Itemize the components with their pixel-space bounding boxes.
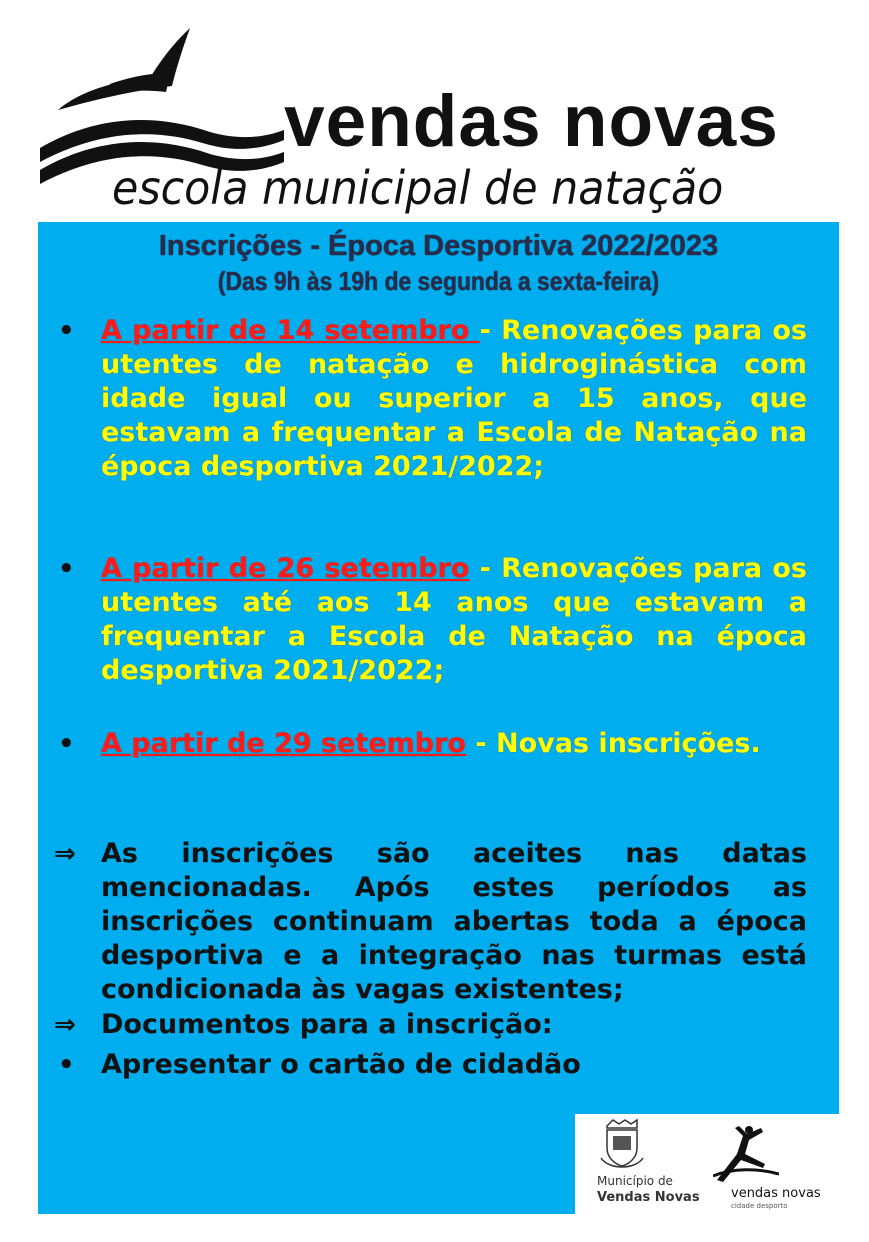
sport-city-title: vendas novas — [731, 1186, 821, 1201]
sport-city-logo-icon — [713, 1124, 779, 1186]
list-item-text — [101, 552, 807, 688]
list-item-text: Apresentar o cartão de cidadão — [101, 1049, 581, 1080]
panel-title: Inscrições - Época Desportiva 2022/2023 — [158, 230, 719, 262]
header — [0, 0, 869, 222]
info-panel — [38, 222, 839, 1214]
list-item-text — [101, 727, 807, 761]
list-item-text: Documentos para a inscrição: — [101, 1009, 553, 1040]
footer-logos — [575, 1114, 839, 1214]
item-description: Renovações para os utentes de natação e hidroginástica com idade igual ou superior a 15 anos, que estavam a frequentar a Escola de Natação na época desportiva 2021/2022; — [101, 315, 807, 482]
panel-hours: (Das 9h às 19h de segunda a sexta-feira) — [217, 266, 660, 296]
arrow-right-icon: ⇒ — [54, 839, 76, 869]
bullet-icon: • — [58, 729, 75, 759]
municipal-crest-icon — [597, 1118, 647, 1172]
brand-title: vendas novas — [284, 81, 779, 162]
date-label: A partir de 29 setembro — [101, 728, 466, 759]
bullet-icon: • — [58, 1050, 75, 1080]
sport-city-subtitle: cidade desporto — [731, 1202, 788, 1210]
date-label: A partir de 14 setembro — [101, 315, 480, 346]
separator: - — [469, 553, 502, 584]
list-item-text: As inscrições são aceites nas datas mencionadas. Após estes períodos as inscrições continuam abertas toda a época desportiva e a integração nas turmas está condicionada às vagas existentes; — [101, 838, 807, 1005]
municipality-line2: Vendas Novas — [597, 1190, 700, 1205]
item-description: Renovações para os utentes até aos 14 anos que estavam a frequentar a Escola de Natação na época desportiva 2021/2022; — [101, 553, 807, 686]
bullet-icon: • — [58, 554, 75, 584]
municipality-line1: Município de — [597, 1174, 673, 1188]
item-description: Novas inscrições. — [496, 728, 761, 759]
arrow-right-icon: ⇒ — [54, 1010, 76, 1040]
brand-subtitle: escola municipal de natação — [112, 161, 724, 215]
bullet-icon: • — [58, 316, 75, 346]
date-label: A partir de 26 setembro — [101, 553, 470, 584]
separator: - — [479, 315, 502, 346]
separator: - — [465, 728, 496, 759]
list-item-text — [101, 314, 807, 484]
